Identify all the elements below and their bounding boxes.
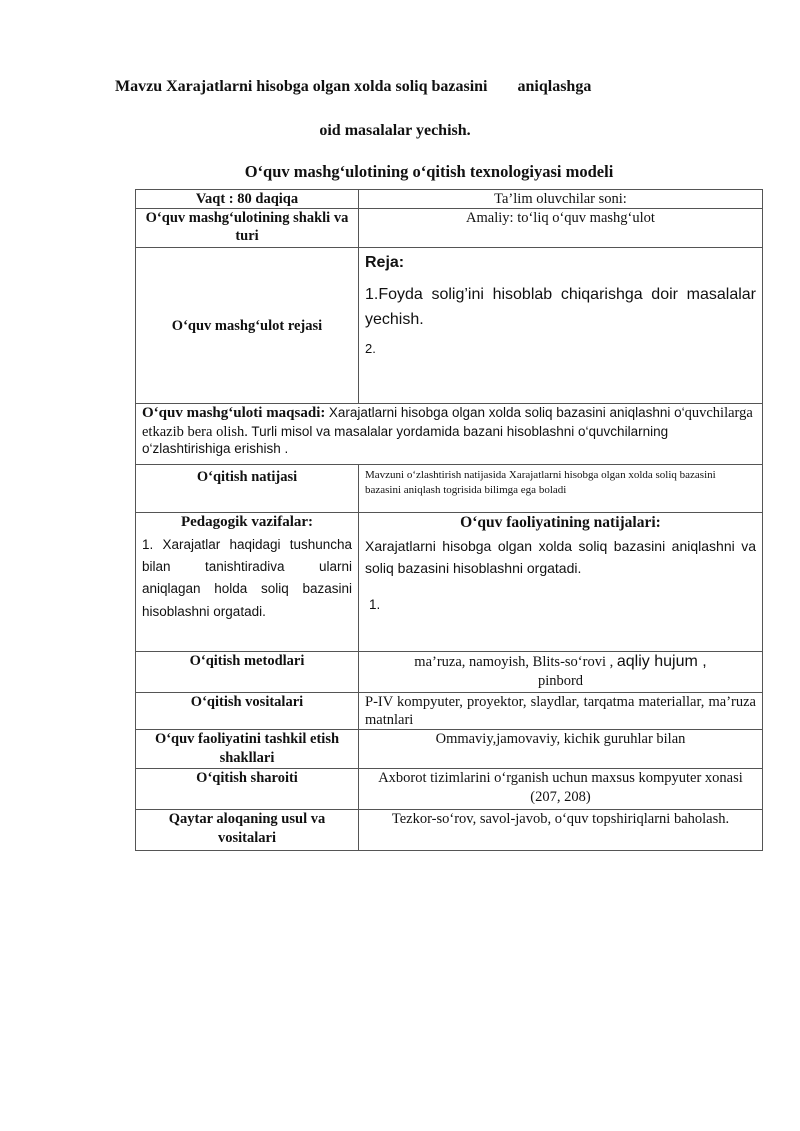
reja-label: O‘quv mashg‘ulot rejasi (136, 248, 359, 404)
vaqt-cell: Vaqt : 80 daqiqa (136, 190, 359, 209)
reja-item-2: 2. (365, 340, 376, 356)
vosita-value: P-IV kompyuter, proyektor, slaydlar, tarqatma materiallar, ma’ruza matnlari (359, 693, 763, 730)
tashkil-value: Ommaviy,jamovaviy, kichik guruhlar bilan (359, 730, 763, 769)
metod-value-a: ma’ruza, namoyish, Blits-so‘rovi , (414, 654, 614, 671)
natija-line-2: bazasini aniqlash togrisida bilimga ega boladi (365, 483, 567, 496)
faol-label: O‘quv faoliyatining natijalari: (460, 514, 661, 532)
sharoit-label: O‘qitish sharoiti (136, 769, 359, 810)
reja-cell (359, 248, 763, 404)
title-part-a: Mavzu Xarajatlarni hisobga olgan xolda soliq bazasini (115, 78, 488, 95)
maqsad-text-a: Xarajatlarni hisobga olgan xolda soliq bazasini aniqlashni o‘ (328, 405, 685, 421)
shakl-label: O‘quv mashg‘ulotining shakli va turi (136, 209, 359, 248)
document-title-line-1 (115, 78, 715, 96)
natija-line-1: Mavzuni o‘zlashtirish natijasida Xarajatlarni hisobga olgan xolda soliq bazasini (365, 469, 716, 482)
faol-num: 1. (369, 597, 381, 613)
peda-label: Pedagogik vazifalar: (180, 514, 314, 531)
maqsad-text-b: quvchilarga etkazib bera olish. (142, 405, 753, 440)
faol-cell (359, 513, 763, 652)
metod-value (359, 652, 763, 693)
metod-label: O‘qitish metodlari (136, 652, 359, 693)
document-title-line-2: oid masalalar yechish. (319, 122, 471, 139)
metod-value-b: aqliy hujum , (616, 653, 707, 671)
row-shakl (136, 209, 763, 248)
row-reja (136, 248, 763, 404)
qaytar-value: Tezkor-so‘rov, savol-javob, o‘quv topshiriqlarni baholash. (359, 810, 763, 851)
row-sharoit (136, 769, 763, 810)
row-peda (136, 513, 763, 652)
talim-soni-cell: Ta’lim oluvchilar soni: (359, 190, 763, 209)
shakl-value: Amaliy: to‘liq o‘quv mashg‘ulot (359, 209, 763, 248)
peda-text: 1. Xarajatlar haqidagi tushuncha bilan tanishtiradiva ularni aniqlagan holda soliq bazasini hisoblashni orgatadi. (142, 536, 352, 619)
metod-value-c: pinbord (537, 673, 584, 690)
row-tashkil (136, 730, 763, 769)
row-natija (136, 465, 763, 513)
qaytar-label: Qaytar aloqaning usul va vositalari (136, 810, 359, 851)
row-vosita (136, 693, 763, 730)
row-qaytar (136, 810, 763, 851)
natija-cell (359, 465, 763, 513)
peda-cell (136, 513, 359, 652)
tashkil-label: O‘quv faoliyatini tashkil etish shakllari (136, 730, 359, 769)
reja-title: Reja: (365, 254, 405, 272)
row-maqsad (136, 404, 763, 465)
natija-label: O‘qitish natijasi (136, 465, 359, 513)
maqsad-text-c: Turli misol va masalalar yordamida bazani hisoblashni o‘quvchilarning o‘zlashtirishiga erishish . (142, 423, 669, 457)
sharoit-value: Axborot tizimlarini o‘rganish uchun maxsus kompyuter xonasi (207, 208) (359, 769, 763, 810)
row-metod (136, 652, 763, 693)
faol-text: Xarajatlarni hisobga olgan xolda soliq bazasini aniqlashni va soliq bazasini hisoblashni orgatadi. (365, 537, 756, 576)
vosita-label: O‘qitish vositalari (136, 693, 359, 730)
reja-item-1: 1.Foyda solig’ini hisoblab chiqarishga doir masalalar yechish. (365, 286, 756, 328)
model-title: O‘quv mashg‘ulotining o‘qitish texnologiyasi modeli (244, 162, 614, 181)
lesson-model-table (135, 189, 763, 851)
row-vaqt (136, 190, 763, 209)
title-part-b: aniqlashga (517, 78, 592, 95)
maqsad-cell (136, 404, 763, 465)
maqsad-label: O‘quv mashg‘uloti maqsadi: (142, 405, 326, 422)
